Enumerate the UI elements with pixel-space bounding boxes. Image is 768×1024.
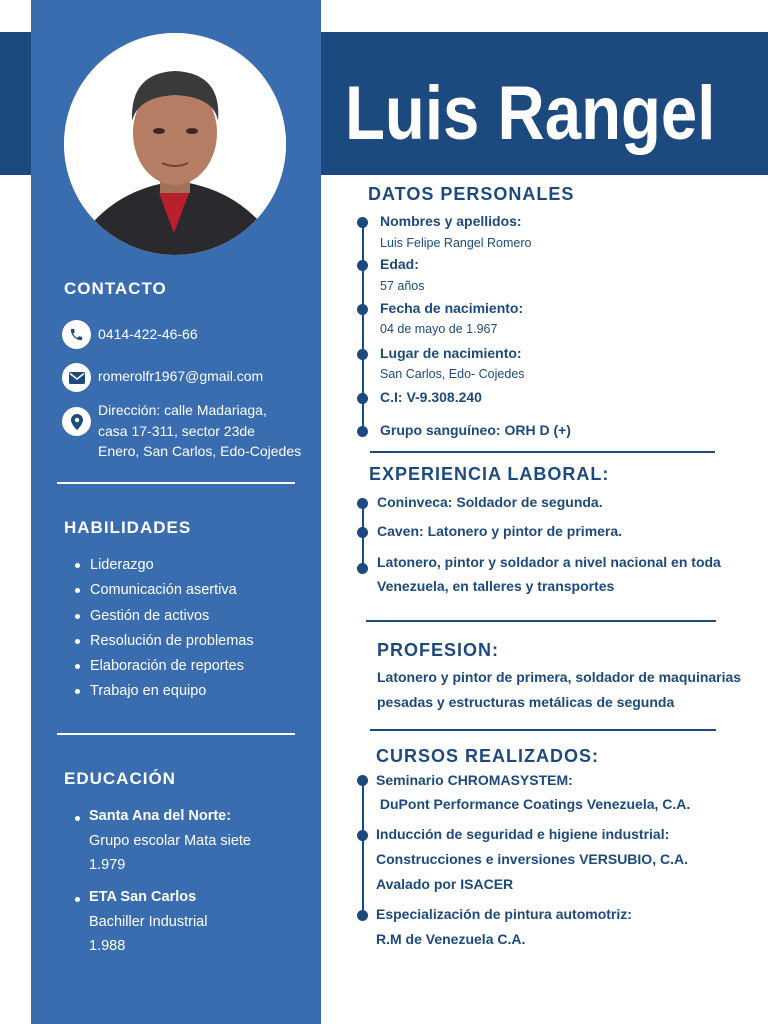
address-line: casa 17-311, sector 23de xyxy=(98,422,255,439)
section-divider xyxy=(366,620,716,622)
timeline-line xyxy=(362,779,364,916)
experience-item: Latonero, pintor y soldador a nivel nacional en toda xyxy=(377,554,721,570)
personal-label: C.I: V-9.308.240 xyxy=(380,389,482,405)
timeline-dot xyxy=(357,830,368,841)
education-year: 1.979 xyxy=(89,857,126,873)
skills-heading: HABILIDADES xyxy=(64,518,192,537)
personal-label: Lugar de nacimiento: xyxy=(380,345,522,361)
education-heading: EDUCACIÓN xyxy=(64,769,176,788)
personal-label: Grupo sanguíneo: ORH D (+) xyxy=(380,422,571,438)
course-title: Inducción de seguridad e higiene industrial: xyxy=(376,826,670,842)
sidebar-divider xyxy=(57,733,295,735)
experience-item: Caven: Latonero y pintor de primera. xyxy=(377,523,623,539)
course-detail: Construcciones e inversiones VERSUBIO, C.A. xyxy=(376,851,688,867)
contact-phone xyxy=(62,320,198,349)
personal-label: Edad: xyxy=(380,256,419,272)
experience-heading: EXPERIENCIA LABORAL: xyxy=(369,464,610,484)
education-school: ETA San Carlos xyxy=(74,889,207,905)
skill-item: Elaboración de reportes xyxy=(74,654,254,679)
personal-value: San Carlos, Edo- Cojedes xyxy=(380,367,525,381)
profession-text: Latonero y pintor de primera, soldador de maquinarias xyxy=(377,669,742,685)
experience-item-cont: Venezuela, en talleres y transportes xyxy=(377,578,615,594)
timeline-dot xyxy=(357,426,368,437)
skill-item: Resolución de problemas xyxy=(74,629,254,654)
timeline-dot xyxy=(357,393,368,404)
courses-heading: CURSOS REALIZADOS: xyxy=(376,746,600,766)
timeline-dot xyxy=(357,260,368,271)
section-divider xyxy=(370,451,715,453)
skill-item: Comunicación asertiva xyxy=(74,578,254,603)
skill-item: Gestión de activos xyxy=(74,604,254,629)
address-line: Enero, San Carlos, Edo-Cojedes xyxy=(98,443,302,459)
course-title: Especialización de pintura automotriz: xyxy=(376,906,632,922)
personal-label: Nombres y apellidos: xyxy=(380,213,522,229)
timeline-dot xyxy=(357,304,368,315)
email-text: romerolfr1967@gmail.com xyxy=(98,368,264,384)
timeline-dot xyxy=(357,349,368,360)
contact-heading: CONTACTO xyxy=(64,279,167,298)
education-detail: Bachiller Industrial xyxy=(89,914,208,930)
timeline-dot xyxy=(357,217,368,228)
timeline-dot xyxy=(357,527,368,538)
personal-label: Fecha de nacimiento: xyxy=(380,300,524,316)
skill-item: Liderazgo xyxy=(74,553,254,578)
skills-list xyxy=(74,553,254,705)
education-detail: Grupo escolar Mata siete xyxy=(89,833,251,849)
timeline-dot xyxy=(357,775,368,786)
personal-value: 04 de mayo de 1.967 xyxy=(380,322,498,336)
profession-heading: PROFESION: xyxy=(377,640,500,660)
course-title: Seminario CHROMASYSTEM: xyxy=(376,772,573,788)
education-year: 1.988 xyxy=(89,938,126,954)
course-detail: R.M de Venezuela C.A. xyxy=(376,931,526,947)
sidebar-divider xyxy=(57,482,295,484)
personal-heading: DATOS PERSONALES xyxy=(368,184,575,204)
phone-text: 0414-422-46-66 xyxy=(98,326,198,342)
timeline-dot xyxy=(357,910,368,921)
personal-value: Luis Felipe Rangel Romero xyxy=(380,236,532,250)
mail-icon xyxy=(62,363,91,392)
contact-email xyxy=(62,363,263,392)
experience-item: Coninveca: Soldador de segunda. xyxy=(377,494,603,510)
contact-address xyxy=(62,400,301,462)
address-line: Dirección: calle Madariaga, xyxy=(98,402,267,418)
profession-text: pesadas y estructuras metálicas de segunda xyxy=(377,694,675,710)
education-school: Santa Ana del Norte: xyxy=(74,808,251,824)
profile-photo xyxy=(64,33,286,255)
education-entry xyxy=(74,808,251,877)
education-entry xyxy=(74,889,207,958)
person-name: Luis Rangel xyxy=(345,71,716,156)
phone-icon xyxy=(62,320,91,349)
timeline-dot xyxy=(357,498,368,509)
course-detail: Avalado por ISACER xyxy=(376,876,514,892)
section-divider xyxy=(370,729,716,731)
location-pin-icon xyxy=(62,407,91,436)
skill-item: Trabajo en equipo xyxy=(74,679,254,704)
course-detail: DuPont Performance Coatings Venezuela, C.A. xyxy=(376,796,691,812)
personal-value: 57 años xyxy=(380,279,425,293)
timeline-dot xyxy=(357,563,368,574)
